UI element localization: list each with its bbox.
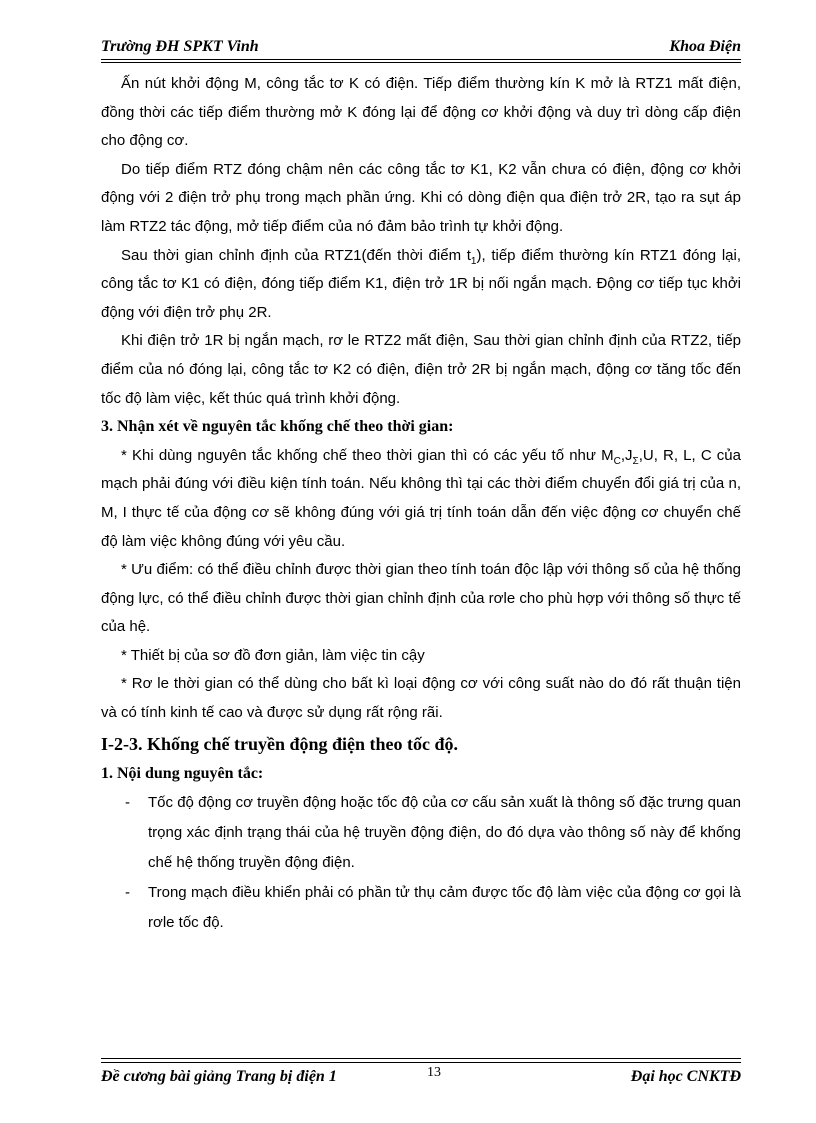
- bullet-item: - Trong mạch điều khiển phải có phần tử thụ cảm được tốc độ làm việc của động cơ gọi là rơle tốc độ.: [101, 878, 741, 938]
- header-department: Khoa Điện: [669, 38, 741, 55]
- footer-university: Đại học CNKTĐ: [630, 1068, 741, 1085]
- bullet-dash: -: [125, 884, 130, 902]
- page-number: 13: [427, 1065, 441, 1080]
- section-1-title: 1. Nội dung nguyên tắc:: [101, 764, 264, 782]
- page-footer: [101, 1065, 741, 1088]
- footer-rule: [101, 1058, 741, 1059]
- section-3-title: 3. Nhận xét về nguyên tắc khống chế theo thời gian:: [101, 418, 454, 436]
- header-school: Trường ĐH SPKT Vinh: [101, 38, 259, 55]
- page-header: [101, 38, 741, 58]
- header-rule-thin: [101, 62, 741, 63]
- paragraph-relay: * Rơ le thời gian có thể dùng cho bất kì loại động cơ với công suất nào do đó rất thuận tiện và có tính kinh tế cao và được sử dụng rất rộng rãi.: [101, 675, 741, 722]
- page-body: [101, 70, 741, 938]
- footer-course: Đề cương bài giảng Trang bị điện 1: [101, 1068, 337, 1085]
- bullet-dash: -: [125, 794, 130, 812]
- paragraph-rtz1: Sau thời gian chỉnh định của RTZ1(đến thời điểm $t_1$), tiếp điểm thường kín RTZ1 đóng lại, công tắc tơ K1 có điện, đóng tiếp điểm K1, điện trở 1R bị nối ngắn mạch. Động cơ tiếp tục khởi động với điện trở phụ 2R.: [101, 246, 742, 321]
- paragraph: Ấn nút khởi động M, công tắc tơ K có điện. Tiếp điểm thường kín K mở là RTZ1 mất điện, đồng thời các tiếp điểm thường mở K đóng lại để động cơ khởi động và duy trì dòng cấp điện cho động cơ.: [101, 75, 741, 150]
- paragraph: Khi điện trở 1R bị ngắn mạch, rơ le RTZ2 mất điện, Sau thời gian chỉnh định của RTZ2, tiếp điểm của nó đóng lại, công tắc tơ K2 có điện, điện trở 2R bị ngắn mạch, động cơ tăng tốc đến tốc độ làm việc, kết thúc quá trình khởi động.: [101, 332, 741, 407]
- paragraph: Do tiếp điểm RTZ đóng chậm nên các công tắc tơ K1, K2 vẫn chưa có điện, động cơ khởi động với 2 điện trở phụ trong mạch phần ứng. Khi có dòng điện qua điện trở 2R, tạo ra sụt áp làm RTZ2 tác động, mở tiếp điểm của nó đảm bảo trình tự khởi động.: [101, 160, 741, 235]
- bullet-item: - Tốc độ động cơ truyền động hoặc tốc độ của cơ cấu sản xuất là thông số đặc trưng quan trọng xác định trạng thái của hệ truyền động điện, do đó dựa vào thông số này để khống chế hệ thống truyền động điện.: [101, 788, 741, 878]
- paragraph-advantage: * Ưu điểm: có thể điều chỉnh được thời gian theo tính toán độc lập với thông số của hệ thống động lực, có thể điều chỉnh được thời gian chỉnh định của rơle cho phù hợp với thông số thực tế của hệ.: [101, 561, 741, 636]
- section-main-title: I-2-3. Khống chế truyền động điện theo tốc độ.: [101, 733, 459, 754]
- paragraph-device: * Thiết bị của sơ đồ đơn giản, làm việc tin cậy: [121, 646, 425, 664]
- paragraph-remark-1: * Khi dùng nguyên tắc khống chế theo thời gian thì có các yếu tố như $M_C,J_\Sigma,U$, R, L, C của mạch phải đúng với điều kiện tính toán. Nếu không thì tại các thời điểm chuyển đổi giá trị của n, M, I thực tế của động cơ sẽ không đúng với giá trị tính toán dẫn đến việc động cơ chuyển chế độ làm việc không đúng với yêu cầu.: [101, 446, 741, 550]
- header-rule: [101, 59, 741, 60]
- footer-rule-thin: [101, 1062, 741, 1063]
